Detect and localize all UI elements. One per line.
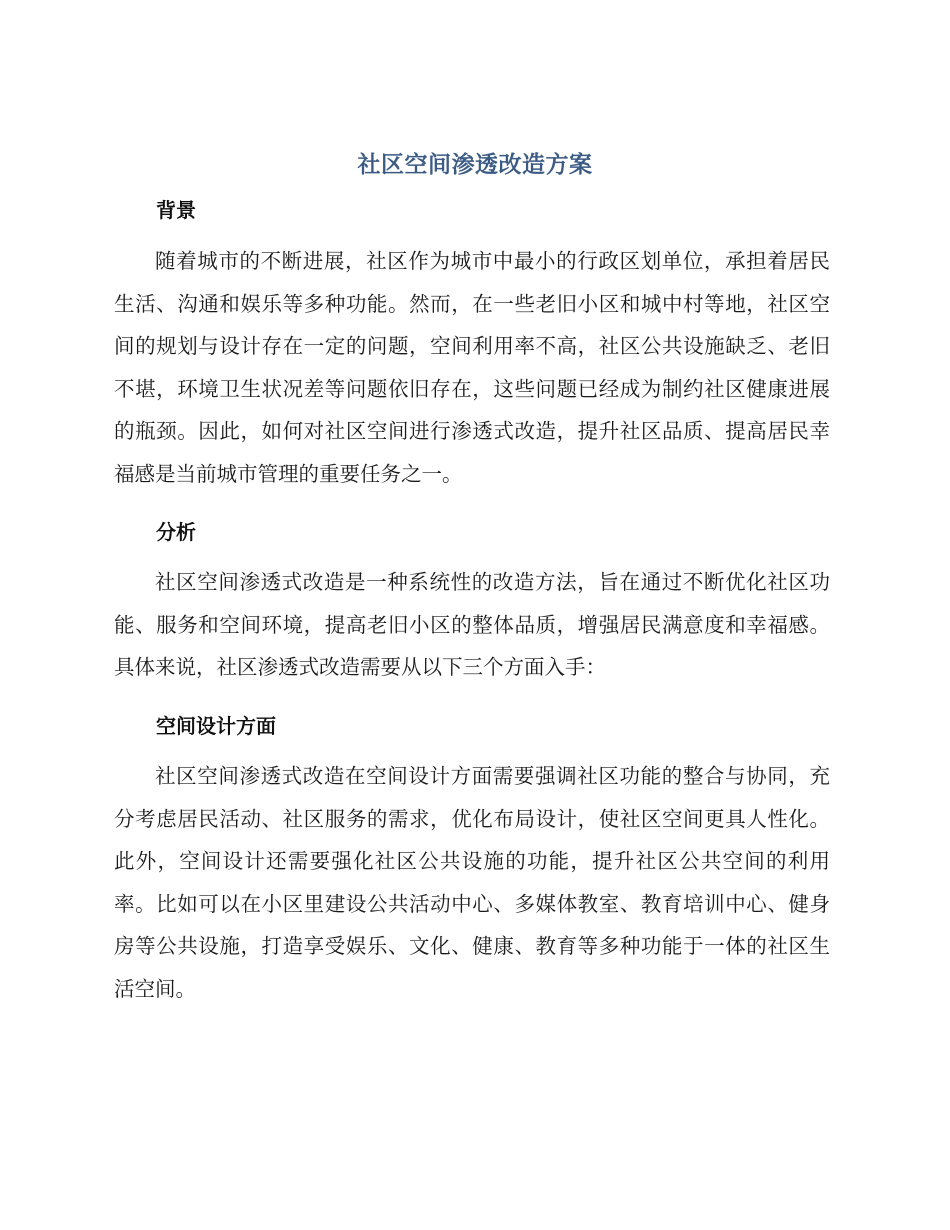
section-heading-space-design: 空间设计方面 [156,714,276,738]
section-paragraph-analysis: 社区空间渗透式改造是一种系统性的改造方法，旨在通过不断优化社区功能、服务和空间环境，提高老旧小区的整体品质，增强居民满意度和幸福感。具体来说，社区渗透式改造需要从以下三个方面入手： [114,570,830,679]
section-heading-analysis: 分析 [156,520,196,544]
document-title: 社区空间渗透改造方案 [357,152,593,178]
section-paragraph-space-design: 社区空间渗透式改造在空间设计方面需要强调社区功能的整合与协同，充分考虑居民活动、社区服务的需求，优化布局设计，使社区空间更具人性化。此外，空间设计还需要强化社区公共设施的功能，提升社区公共空间的利用率。比如可以在小区里建设公共活动中心、多媒体教室、教育培训中心、健身房等公共设施，打造享受娱乐、文化、健康、教育等多种功能于一体的社区生活空间。 [114,764,830,1001]
section-paragraph-background: 随着城市的不断进展，社区作为城市中最小的行政区划单位，承担着居民生活、沟通和娱乐等多种功能。然而，在一些老旧小区和城中村等地，社区空间的规划与设计存在一定的问题，空间利用率不高，社区公共设施缺乏、老旧不堪，环境卫生状况差等问题依旧存在，这些问题已经成为制约社区健康进展的瓶颈。因此，如何对社区空间进行渗透式改造，提升社区品质、提高居民幸福感是当前城市管理的重要任务之一。 [114,249,830,486]
section-heading-background: 背景 [156,198,196,222]
